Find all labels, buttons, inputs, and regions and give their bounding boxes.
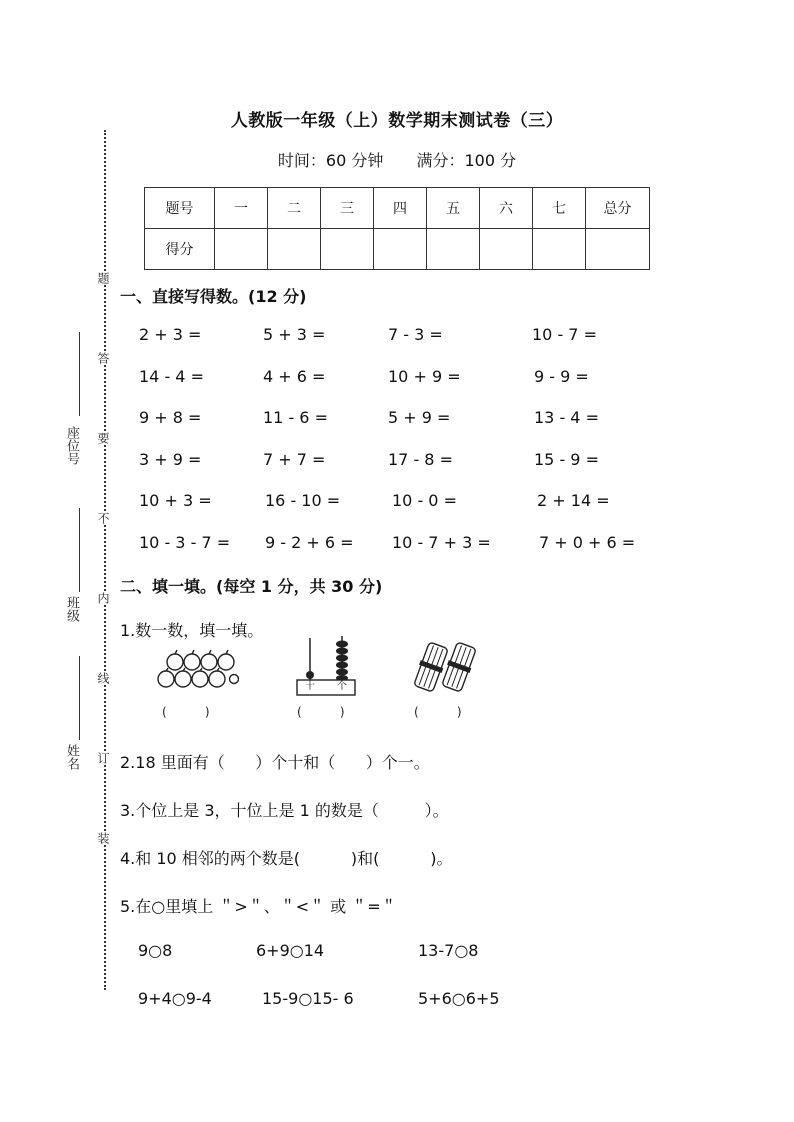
score-table-cell: 六 [480, 188, 533, 229]
equation: 10 - 0 = [392, 491, 457, 510]
fold-char: 答 [96, 352, 110, 364]
score-table-score-row [145, 229, 650, 270]
equation: 9 - 9 = [534, 367, 589, 386]
section2-heading: 二、填一填。(每空 1 分，共 30 分) [120, 577, 383, 596]
fold-char: 订 [96, 752, 110, 764]
equation: 15 - 9 = [534, 450, 599, 469]
compare-item: 9+4○9-4 [138, 989, 212, 1008]
section1-heading: 一、直接写得数。(12 分) [120, 287, 307, 306]
fold-char: 题 [96, 272, 110, 284]
abacus-answer-blank[interactable]: ( ) [297, 705, 345, 719]
score-row-label: 得分 [145, 229, 215, 270]
stick-bundles-picture [414, 640, 476, 694]
score-input-cell[interactable] [427, 229, 480, 270]
compare-item: 5+6○6+5 [418, 989, 500, 1008]
score-table-cell: 总分 [586, 188, 650, 229]
sticks-answer-blank[interactable]: ( ) [414, 705, 462, 719]
fold-char: 内 [96, 592, 110, 604]
page-title: 人教版一年级（上）数学期末测试卷（三） [230, 111, 564, 131]
score-table-cell: 七 [533, 188, 586, 229]
equation: 7 - 3 = [388, 325, 443, 344]
equation: 10 - 7 + 3 = [392, 533, 491, 552]
fold-char: 线 [96, 672, 110, 684]
question-1: 1.数一数，填一填。 [120, 621, 264, 640]
time-label: 时间：60 分钟 [277, 151, 384, 170]
score-table-cell: 三 [321, 188, 374, 229]
score-table-cell: 四 [374, 188, 427, 229]
question-3: 3.个位上是 3，十位上是 1 的数是（ ）。 [120, 801, 449, 820]
equation: 2 + 14 = [537, 491, 610, 510]
question-4: 4.和 10 相邻的两个数是( )和( )。 [120, 849, 453, 868]
score-table-cell: 二 [268, 188, 321, 229]
full-score-label: 满分：100 分 [416, 151, 517, 170]
equation: 10 - 7 = [532, 325, 597, 344]
fold-char: 不 [96, 512, 110, 524]
equation: 4 + 6 = [263, 367, 326, 386]
fold-dotted-line [104, 130, 106, 990]
abacus-tens-label: 十 [305, 681, 315, 692]
score-input-cell[interactable] [480, 229, 533, 270]
score-input-cell[interactable] [215, 229, 268, 270]
equation: 7 + 7 = [263, 450, 326, 469]
seat-number-write-line[interactable] [79, 332, 80, 416]
score-input-cell[interactable] [374, 229, 427, 270]
class-label: 班级 [64, 596, 79, 622]
equation: 11 - 6 = [263, 408, 328, 427]
equation: 9 + 8 = [139, 408, 202, 427]
equation: 16 - 10 = [265, 491, 341, 510]
exam-info [0, 148, 794, 171]
seat-number-label: 座位号 [64, 426, 79, 465]
equation: 5 + 9 = [388, 408, 451, 427]
name-write-line[interactable] [79, 656, 80, 740]
compare-item: 6+9○14 [256, 941, 325, 960]
score-table-cell: 五 [427, 188, 480, 229]
score-table-cell: 一 [215, 188, 268, 229]
equation: 3 + 9 = [139, 450, 202, 469]
abacus-picture [295, 634, 357, 696]
equation: 7 + 0 + 6 = [539, 533, 636, 552]
score-input-cell[interactable] [321, 229, 374, 270]
score-input-cell[interactable] [268, 229, 321, 270]
equation: 2 + 3 = [139, 325, 202, 344]
abacus-ones-label: 个 [337, 681, 347, 692]
equation: 10 + 3 = [139, 491, 212, 510]
equation: 5 + 3 = [263, 325, 326, 344]
equation: 10 + 9 = [388, 367, 461, 386]
equation: 13 - 4 = [534, 408, 599, 427]
apples-picture [155, 648, 239, 694]
fold-char: 要 [96, 432, 110, 444]
apples-answer-blank[interactable]: ( ) [162, 705, 210, 719]
score-table-cell: 题号 [145, 188, 215, 229]
score-input-cell[interactable] [533, 229, 586, 270]
score-table-header-row [145, 188, 650, 229]
equation: 17 - 8 = [388, 450, 453, 469]
class-write-line[interactable] [79, 508, 80, 592]
score-table [144, 187, 650, 270]
equation: 14 - 4 = [139, 367, 204, 386]
compare-item: 15-9○15- 6 [262, 989, 354, 1008]
equation: 10 - 3 - 7 = [139, 533, 231, 552]
question-5: 5.在○里填上 ＂>＂、＂<＂ 或 ＂=＂ [120, 897, 397, 916]
question-2: 2.18 里面有（ ）个十和（ ）个一。 [120, 753, 430, 772]
fold-char: 装 [96, 832, 110, 844]
equation: 9 - 2 + 6 = [265, 533, 354, 552]
name-label: 姓名 [64, 744, 79, 770]
score-input-cell[interactable] [586, 229, 650, 270]
compare-item: 9○8 [138, 941, 173, 960]
compare-item: 13-7○8 [418, 941, 479, 960]
